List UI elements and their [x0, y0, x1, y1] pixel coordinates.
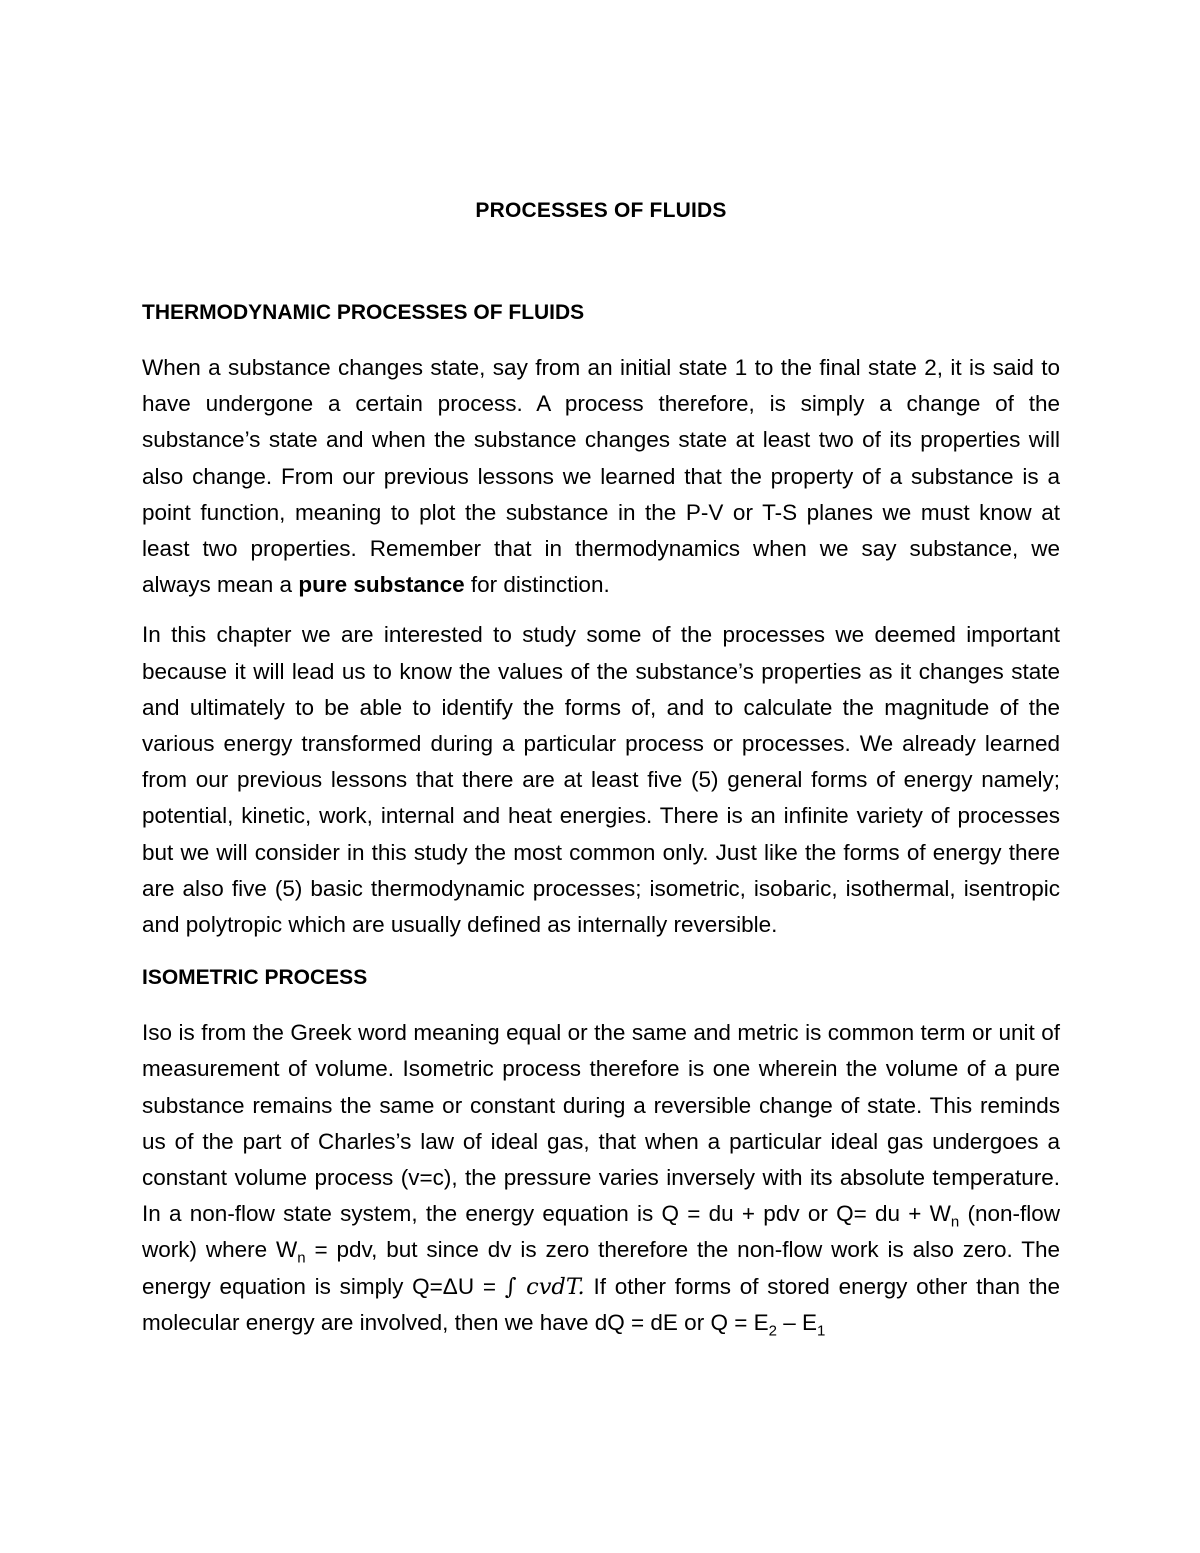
paragraph-text: Iso is from the Greek word meaning equal or the same and metric is common term or unit of measurement of volume. Isometric process therefore is one wherein the volume of a pure substance remains the same or constant during a reversible change of state. This reminds us of the part of Charles’s law of ideal gas, that when a particular ideal gas undergoes a constant volume process (v=c), the pressure varies inversely with its absolute temperature. In a non-flow state system, the energy equation is Q = du + pdv or Q= du + W: [142, 1020, 1060, 1227]
paragraph-processes-intro: [142, 350, 1060, 603]
subscript: n: [297, 1249, 306, 1267]
paragraph-text: for distinction.: [464, 572, 610, 598]
subscript: 2: [768, 1322, 777, 1340]
section-heading-thermodynamic-processes: THERMODYNAMIC PROCESSES OF FLUIDS: [142, 301, 585, 324]
subscript: n: [950, 1213, 960, 1231]
bold-term-pure-substance: pure substance: [298, 572, 465, 598]
paragraph-text: – E: [776, 1309, 817, 1335]
paragraph-text: If other forms of stored energy other than the molecular energy are involved, then we have dQ = dE or Q = E: [142, 1273, 1060, 1335]
document-title: PROCESSES OF FLUIDS: [475, 199, 727, 222]
subscript: 1: [816, 1322, 826, 1340]
paragraph-chapter-overview: In this chapter we are interested to study some of the processes we deemed important because it will lead us to know the values of the substance’s properties as it changes state and ultimately to be able to identify the forms of, and to calculate the magnitude of the various energy transformed during a particular process or processes. We already learned from our previous lessons that there are at least five (5) general forms of energy namely; potential, kinetic, work, internal and heat energies. There is an infinite variety of processes but we will consider in this study the most common only. Just like the forms of energy there are also five (5) basic thermodynamic processes; isometric, isobaric, isothermal, isentropic and polytropic which are usually defined as internally reversible.: [142, 622, 1060, 938]
integral-formula: ∫ cvdT.: [504, 1273, 585, 1300]
section-heading-isometric-process: ISOMETRIC PROCESS: [142, 966, 368, 990]
paragraph-text: When a substance changes state, say from an initial state 1 to the final state 2, it is said to have undergone a certain process. A process therefore, is simply a change of the substance’s state and when the substance changes state at least two of its properties will also change. From our previous lessons we learned that the property of a substance is a point function, meaning to plot the substance in the P-V or T-S planes we must know at least two properties. Remember that in thermodynamics when we say substance, we always mean a: [142, 355, 1060, 598]
paragraph-text: = pdv, but since dv is zero therefore the non-flow work is also zero. The energy equation is simply Q=ΔU =: [142, 1237, 1060, 1299]
paragraph-isometric-process: [142, 1015, 1060, 1341]
paragraph-text: (non-flow work) where W: [142, 1201, 1061, 1263]
document-page: [142, 196, 1060, 1355]
